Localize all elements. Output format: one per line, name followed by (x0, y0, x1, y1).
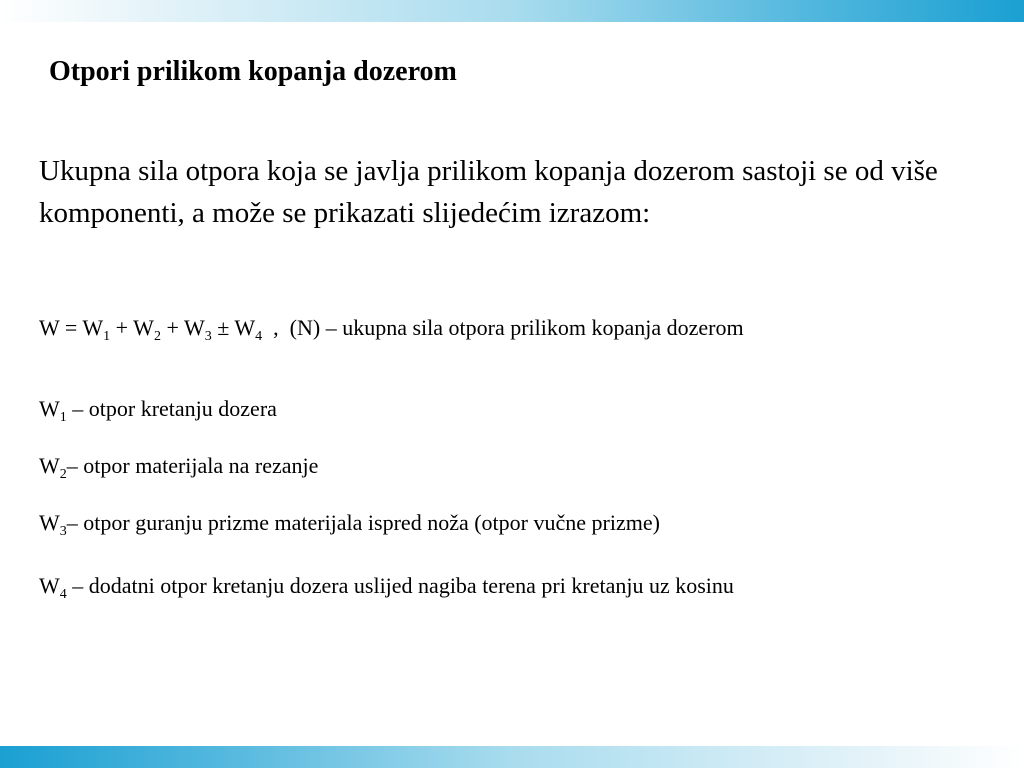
definition-text: – otpor materijala na rezanje (66, 453, 319, 478)
slide-title: Otpori prilikom kopanja dozerom (49, 56, 457, 87)
definition-symbol: W (39, 573, 60, 598)
formula-w2-subscript: 2 (153, 329, 161, 344)
formula-w3-subscript: 3 (204, 329, 212, 344)
formula-plus-minus: ± (211, 315, 235, 340)
formula-w4-subscript: 4 (255, 329, 263, 344)
definition-text: – dodatni otpor kretanju dozera uslijed nagiba terena pri kretanju uz kosinu (66, 573, 734, 598)
definition-text: – otpor kretanju dozera (66, 396, 277, 421)
formula-w1-subscript: 1 (103, 329, 111, 344)
intro-paragraph: Ukupna sila otpora koja se javlja prilikom kopanja dozerom sastoji se od više komponenti, a može se prikazati slijedećim izrazom: (39, 155, 938, 229)
resistance-formula (39, 313, 744, 343)
formula-plus-1: + (110, 315, 134, 340)
definition-text: – otpor guranju prizme materijala ispred noža (otpor vučne prizme) (66, 510, 660, 535)
formula-w2: W (133, 315, 154, 340)
definition-subscript: 3 (59, 524, 67, 539)
formula-w1: W (82, 315, 104, 340)
definition-w4 (39, 571, 734, 601)
definition-subscript: 1 (59, 410, 67, 425)
definition-subscript: 2 (59, 467, 67, 482)
top-decorative-bar (0, 0, 1024, 22)
definition-w2 (39, 451, 318, 481)
definition-subscript: 4 (59, 587, 67, 602)
definition-w1 (39, 394, 277, 424)
formula-w: W (39, 315, 60, 340)
definition-w3 (39, 508, 660, 538)
formula-description: , (N) – ukupna sila otpora prilikom kopanja dozerom (262, 315, 744, 340)
bottom-decorative-bar (0, 746, 1024, 768)
definition-symbol: W (39, 510, 60, 535)
definition-symbol: W (39, 453, 60, 478)
formula-w3: W (183, 315, 205, 340)
definition-symbol: W (39, 396, 60, 421)
formula-plus-2: + (160, 315, 184, 340)
formula-w4: W (234, 315, 256, 340)
formula-equals: = (59, 315, 83, 340)
